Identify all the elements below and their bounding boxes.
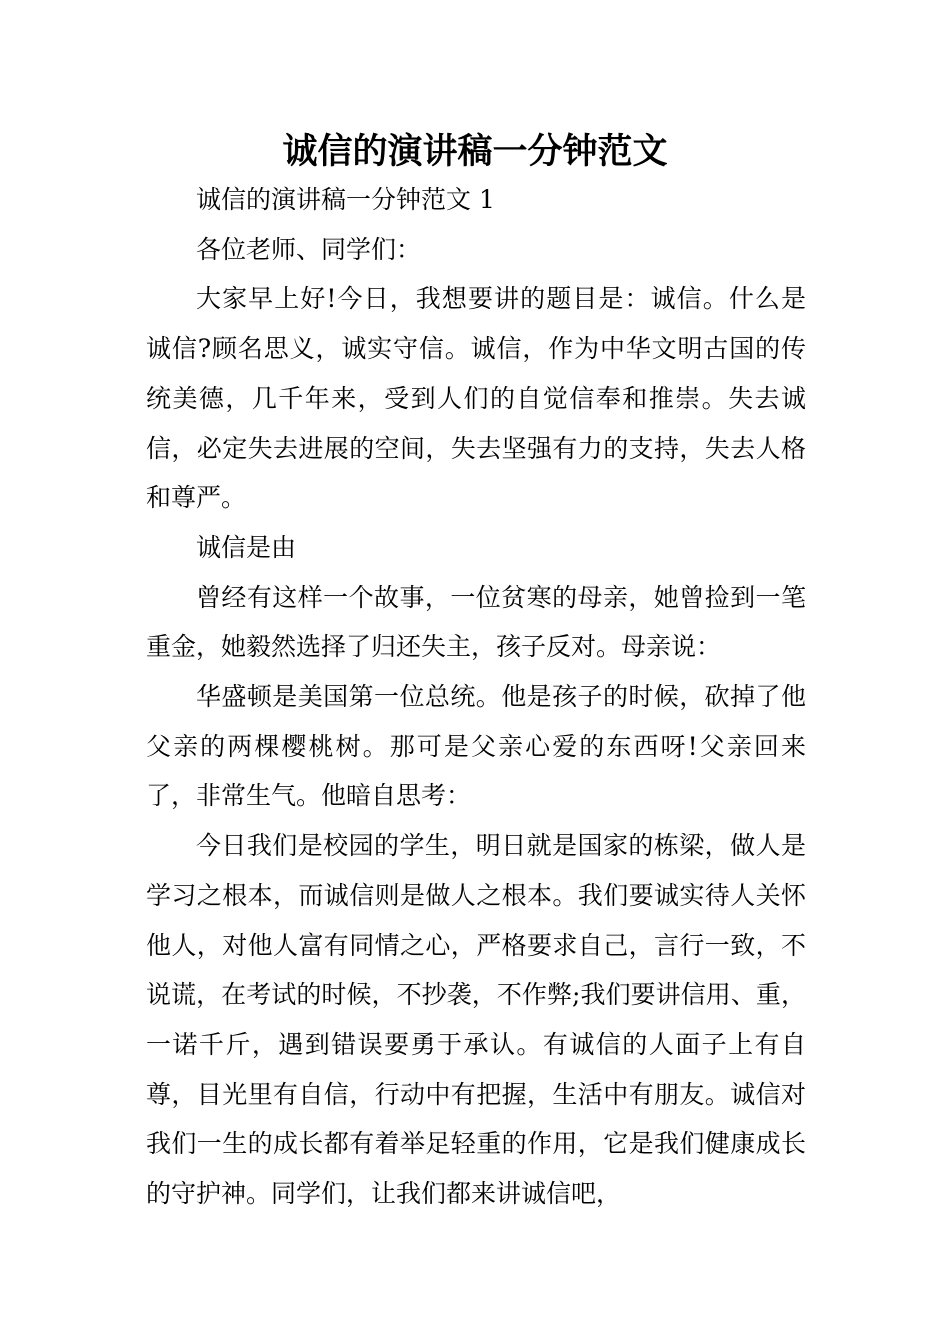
paragraph-intro: 大家早上好!今日，我想要讲的题目是：诚信。什么是诚信?顾名思义，诚实守信。诚信，作为中华文明古国的传统美德，几千年来，受到人们的自觉信奉和推崇。失去诚信，必定失去进展的空间，失去坚强有力的支持，失去人格和尊严。 bbox=[146, 284, 806, 513]
paragraph-mother-story: 曾经有这样一个故事，一位贫寒的母亲，她曾捡到一笔重金，她毅然选择了归还失主，孩子反对。母亲说： bbox=[146, 582, 806, 662]
paragraph-salutation: 各位老师、同学们： bbox=[196, 234, 422, 264]
paragraph-washington-story: 华盛顿是美国第一位总统。他是孩子的时候，砍掉了他父亲的两棵樱桃树。那可是父亲心爱的东西呀!父亲回来了，非常生气。他暗自思考： bbox=[146, 682, 806, 811]
paragraph-students: 今日我们是校园的学生，明日就是国家的栋梁，做人是学习之根本，而诚信则是做人之根本。我们要诚实待人关怀他人，对他人富有同情之心，严格要求自己，言行一致，不说谎，在考试的时候，不抄袭，不作弊;我们要讲信用、重，一诺千斤，遇到错误要勇于承认。有诚信的人面子上有自尊，目光里有自信，行动中有把握，生活中有朋友。诚信对我们一生的成长都有着举足轻重的作用，它是我们健康成长的守护神。同学们，让我们都来讲诚信吧， bbox=[146, 831, 806, 1209]
paragraph-origin: 诚信是由 bbox=[196, 532, 297, 562]
paragraph-subtitle: 诚信的演讲稿一分钟范文 1 bbox=[196, 185, 495, 214]
document-body bbox=[146, 175, 806, 1219]
document-title: 诚信的演讲稿一分钟范文 bbox=[282, 132, 668, 172]
